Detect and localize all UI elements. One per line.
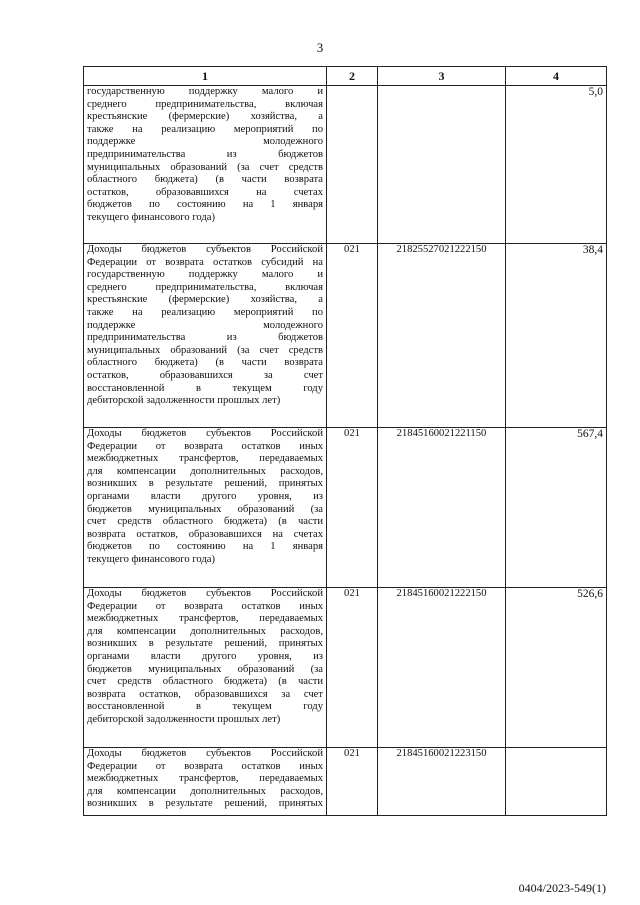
description-line: среднего предпринимательства, включая [87,98,323,110]
budget-revenue-table [83,66,607,816]
column-header-4: 4 [506,67,607,86]
revenue-description [84,428,327,588]
description-line: счет средств областного бюджета) (в части [87,676,323,688]
description-line: Доходы бюджетов субъектов Российской [87,244,323,255]
description-line: возврата остатков, образовавшихся за счет [87,688,323,700]
description-line: бюджетов муниципальных образований (за [87,503,323,515]
description-line: дебиторской задолженности прошлых лет) [87,395,281,407]
revenue-description [84,588,327,748]
budget-classification-code-cell: 21845160021223150 [378,748,506,816]
admin-code-cell [327,86,378,244]
description-line: возврата остатков, образовавшихся на счетах [87,528,323,540]
revenue-description [84,748,327,816]
description-line: остатков, образовавшихся на счетах [87,186,323,198]
budget-classification-code-cell: 21825527021222150 [378,244,506,428]
description-line: счет средств областного бюджета) (в части [87,516,323,528]
description-line: текущего финансового года) [87,553,216,565]
description-line: Доходы бюджетов субъектов Российской [87,428,323,439]
description-line: межбюджетных трансфертов, передаваемых [87,453,323,465]
description-line: возникших в результате решений, принятых [87,638,323,650]
column-header-3: 3 [378,67,506,86]
description-line: органами власти другого уровня, из [87,650,323,662]
amount-cell [506,748,607,816]
description-line: Федерации от возврата остатков иных [87,600,323,612]
page-number: 3 [316,40,324,55]
amount-cell: 5,0 [506,86,607,244]
document-id: 0404/2023-549(1) [518,881,606,895]
table-row [84,86,607,244]
table-row [84,428,607,588]
description-line: муниципальных образований (за счет средств [87,344,323,356]
description-line: крестьянские (фермерские) хозяйства, а [87,294,323,306]
description-line: крестьянские (фермерские) хозяйства, а [87,111,323,123]
description-line: Федерации от возврата остатков иных [87,440,323,452]
header-row [84,67,607,86]
description-line: среднего предпринимательства, включая [87,281,323,293]
revenue-description [84,86,327,244]
table-row [84,588,607,748]
description-line: областного бюджета) (в части возврата [87,174,323,186]
description-line: также на реализацию мероприятий по [87,306,323,318]
amount-cell: 526,6 [506,588,607,748]
admin-code-cell: 021 [327,748,378,816]
description-line: межбюджетных трансфертов, передаваемых [87,773,323,785]
description-line: бюджетов по состоянию на 1 января [87,541,323,553]
column-header-2: 2 [327,67,378,86]
description-line: органами власти другого уровня, из [87,490,323,502]
description-line: для компенсации дополнительных расходов, [87,465,323,477]
description-line: восстановленной в текущем году [87,701,323,713]
description-line: муниципальных образований (за счет средств [87,161,323,173]
table-row [84,748,607,816]
revenue-description [84,244,327,428]
description-line: для компенсации дополнительных расходов, [87,625,323,637]
description-line: межбюджетных трансфертов, передаваемых [87,613,323,625]
admin-code-cell: 021 [327,244,378,428]
amount-cell: 38,4 [506,244,607,428]
description-line: бюджетов по состоянию на 1 января [87,199,323,211]
description-line: государственную поддержку малого и [87,86,323,97]
admin-code-cell: 021 [327,428,378,588]
description-line: Доходы бюджетов субъектов Российской [87,588,323,599]
description-line: Федерации от возврата остатков субсидий на [87,256,323,268]
description-line: Доходы бюджетов субъектов Российской [87,748,323,759]
description-line: бюджетов муниципальных образований (за [87,663,323,675]
description-line: дебиторской задолженности прошлых лет) [87,713,281,725]
description-line: для компенсации дополнительных расходов, [87,785,323,797]
column-header-1: 1 [84,67,327,86]
description-line: остатков, образовавшихся за счет [87,369,323,381]
description-line: текущего финансового года) [87,211,216,223]
description-line: предпринимательства из бюджетов [87,148,323,160]
description-line: возникших в результате решений, принятых [87,798,323,810]
budget-classification-code-cell: 21845160021222150 [378,588,506,748]
description-line: предпринимательства из бюджетов [87,332,323,344]
amount-cell: 567,4 [506,428,607,588]
description-line: поддержке молодежного [87,136,323,148]
table-row [84,244,607,428]
budget-classification-code-cell [378,86,506,244]
budget-classification-code-cell: 21845160021221150 [378,428,506,588]
description-line: восстановленной в текущем году [87,382,323,394]
description-line: возникших в результате решений, принятых [87,478,323,490]
description-line: государственную поддержку малого и [87,269,323,281]
description-line: областного бюджета) (в части возврата [87,357,323,369]
description-line: поддержке молодежного [87,319,323,331]
description-line: Федерации от возврата остатков иных [87,760,323,772]
description-line: также на реализацию мероприятий по [87,123,323,135]
admin-code-cell: 021 [327,588,378,748]
